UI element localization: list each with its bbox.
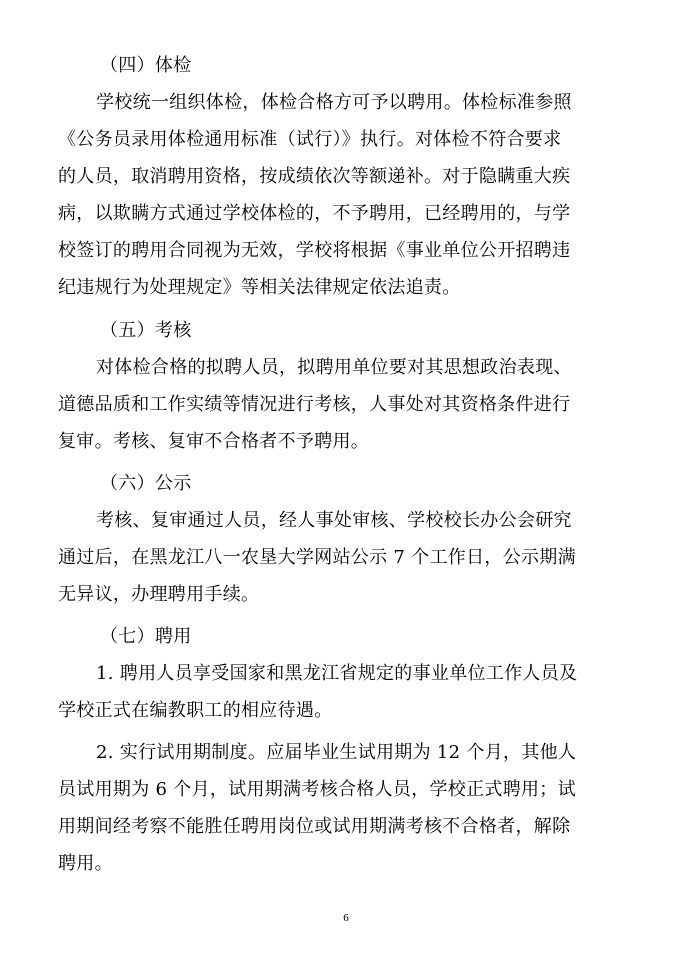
page-number: 6 bbox=[343, 912, 349, 924]
paragraph-line: 对体检合格的拟聘人员，拟聘用单位要对其思想政治表现、 bbox=[96, 357, 572, 378]
paragraph-line: 的人员，取消聘用资格，按成绩依次等额递补。对于隐瞒重大疾 bbox=[58, 166, 571, 187]
paragraph-line: 道德品质和工作实绩等情况进行考核，人事处对其资格条件进行 bbox=[58, 394, 571, 415]
paragraph-line: 用期间经考察不能胜任聘用岗位或试用期满考核不合格者，解除 bbox=[58, 816, 571, 837]
paragraph-line: 1. 聘用人员享受国家和黑龙江省规定的事业单位工作人员及 bbox=[96, 663, 578, 684]
paragraph-line: 聘用。 bbox=[58, 853, 113, 874]
paragraph-line: 病，以欺瞒方式通过学校体检的，不予聘用，已经聘用的，与学 bbox=[58, 203, 571, 224]
section-heading-physical-exam: （四）体检 bbox=[100, 55, 192, 76]
paragraph-line: 纪违规行为处理规定》等相关法律规定依法追责。 bbox=[58, 277, 461, 298]
paragraph-line: 无异议，办理聘用手续。 bbox=[58, 584, 260, 605]
paragraph-line: 《公务员录用体检通用标准（试行）》执行。对体检不符合要求 bbox=[58, 129, 562, 150]
section-heading-employment: （七）聘用 bbox=[100, 626, 192, 647]
paragraph-line: 考核、复审通过人员，经人事处审核、学校校长办公会研究 bbox=[96, 510, 572, 531]
paragraph-line: 复审。考核、复审不合格者不予聘用。 bbox=[58, 431, 370, 452]
paragraph-line: 学校正式在编教职工的相应待遇。 bbox=[58, 700, 333, 721]
paragraph-line: 员试用期为 6 个月，试用期满考核合格人员，学校正式聘用；试 bbox=[58, 779, 576, 800]
paragraph-line: 学校统一组织体检，体检合格方可予以聘用。体检标准参照 bbox=[96, 92, 572, 113]
section-heading-publicity: （六）公示 bbox=[100, 473, 192, 494]
paragraph-line: 通过后，在黑龙江八一农垦大学网站公示 7 个工作日，公示期满 bbox=[58, 547, 576, 568]
paragraph-line: 校签订的聘用合同视为无效，学校将根据《事业单位公开招聘违 bbox=[58, 240, 571, 261]
paragraph-line: 2. 实行试用期制度。应届毕业生试用期为 12 个月，其他人 bbox=[96, 742, 577, 763]
section-heading-assessment: （五）考核 bbox=[100, 320, 192, 341]
